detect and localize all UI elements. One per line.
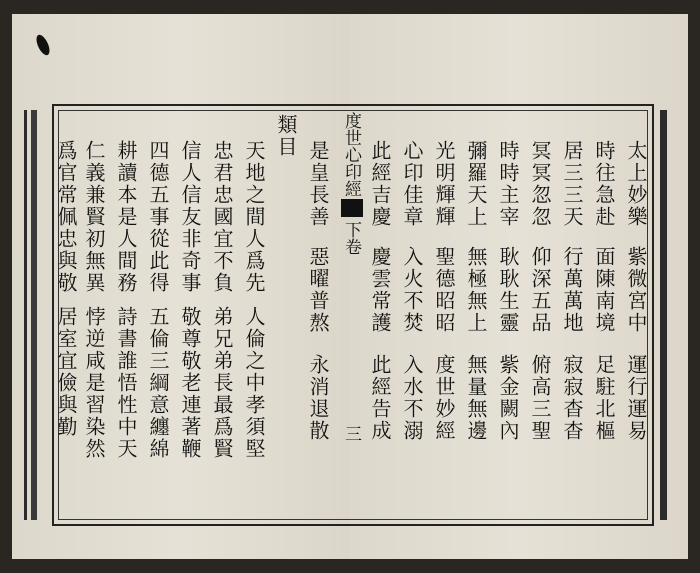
right-col-7-third: 度世妙經: [432, 354, 456, 442]
center-column: [341, 112, 367, 526]
right-col-9-bottom: 慶雲常護: [368, 246, 392, 334]
right-col-5-third: 紫金闕內: [496, 354, 520, 442]
right-col-4-bottom: 仰深五品: [528, 246, 552, 334]
right-col-3-bottom: 行萬萬地: [560, 246, 584, 334]
right-col-1-third: 運行運易: [624, 354, 648, 442]
left-col-6-bottom: 悖逆咸是習染然: [82, 306, 106, 460]
right-col-5-top: 時時主宰: [496, 140, 520, 228]
final-line-bottom: 永消退散: [306, 354, 330, 442]
right-col-8-bottom: 入火不焚: [400, 246, 424, 334]
final-line-top: 是皇長善: [306, 140, 330, 228]
right-col-7-bottom: 聖德昭昭: [432, 246, 456, 334]
right-col-9-third: 此經告成: [368, 354, 392, 442]
right-col-3-top: 居三三天: [560, 140, 584, 228]
left-col-7-top: 爲官常佩忠與敬: [54, 140, 78, 294]
right-col-3-third: 寂寂杳杳: [560, 354, 584, 442]
left-col-3-top: 信人信友非奇事: [178, 140, 202, 294]
right-col-1-bottom: 紫微宮中: [624, 246, 648, 334]
left-col-3-bottom: 敬尊敬老連著鞭: [178, 306, 202, 460]
right-col-9-top: 此經吉慶: [368, 140, 392, 228]
volume-label: 下卷: [341, 221, 361, 255]
left-edge-border-thick: [31, 110, 37, 520]
left-col-2-top: 忠君忠國宜不負: [210, 140, 234, 294]
left-col-2-bottom: 弟兄弟長最爲賢: [210, 306, 234, 460]
right-col-2-top: 時往急赴: [592, 140, 616, 228]
right-col-2-bottom: 面陳南境: [592, 246, 616, 334]
right-col-1-top: 太上妙樂: [624, 140, 648, 228]
right-col-4-top: 冥冥忽忽: [528, 140, 552, 228]
right-col-6-third: 無量無邊: [464, 354, 488, 442]
right-col-4-third: 俯高三聖: [528, 354, 552, 442]
right-edge-border-thick: [660, 110, 667, 520]
left-edge-border: [24, 110, 27, 520]
left-col-4-bottom: 五倫三綱意纏綿: [146, 306, 170, 460]
book-title: 度世心印經: [341, 112, 361, 197]
section-heading: 類目: [274, 114, 298, 158]
left-col-7-bottom: 居室宜儉與勤: [54, 306, 78, 438]
right-col-6-bottom: 無極無上: [464, 246, 488, 334]
left-col-4-top: 四德五事從此得: [146, 140, 170, 294]
left-col-1-bottom: 人倫之中孝須堅: [242, 306, 266, 460]
left-col-5-bottom: 詩書誰悟性中天: [114, 306, 138, 460]
page-number: 三: [341, 425, 361, 442]
left-col-1-top: 天地之間人爲先: [242, 140, 266, 294]
right-col-8-top: 心印佳章: [400, 140, 424, 228]
right-col-7-top: 光明輝輝: [432, 140, 456, 228]
right-col-2-third: 足駐北樞: [592, 354, 616, 442]
right-col-6-top: 彌羅天上: [464, 140, 488, 228]
book-scan: [12, 14, 688, 559]
final-line-mid: 惡曜普熬: [306, 246, 330, 334]
right-col-5-bottom: 耿耿生靈: [496, 246, 520, 334]
left-col-6-top: 仁義兼賢初無異: [82, 140, 106, 294]
right-col-8-third: 入水不溺: [400, 354, 424, 442]
fishtail-mark: [341, 199, 363, 217]
left-col-5-top: 耕讀本是人間務: [114, 140, 138, 294]
